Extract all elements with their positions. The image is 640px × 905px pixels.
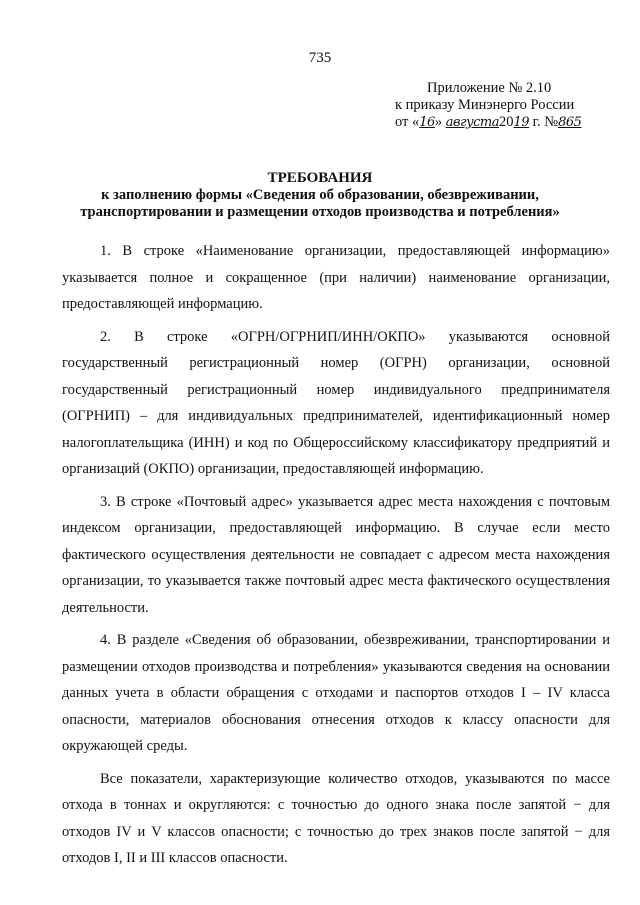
appendix-order-ref: к приказу Минэнерго России — [395, 97, 575, 113]
handwritten-order-number: 865 — [558, 115, 582, 130]
document-subtitle: к заполнению формы «Сведения об образовании, обезвреживании, транспортировании и размещении отходов производства и потребления» — [80, 187, 560, 220]
date-mid: » — [434, 114, 446, 130]
appendix-block — [395, 80, 595, 131]
page-number: 735 — [308, 50, 332, 66]
handwritten-year: 19 — [513, 115, 530, 130]
date-prefix: от « — [395, 114, 420, 130]
year-end: г. № — [529, 114, 559, 130]
paragraph-4: 4. В разделе «Сведения об образовании, обезвреживании, транспортировании и размещении отходов производства и потребления» указываются сведения на основании данных учета в области обращения с отходами и паспортов отходов I – IV класса опасности, материалов обоснования отнесения отходов к классу опасности для окружающей среды. — [62, 632, 610, 754]
paragraph-3: 3. В строке «Почтовый адрес» указывается адрес места нахождения с почтовым индексом организации, предоставляющей информацию. В случае если место фактического осуществления деятельности не совпадает с адресом места нахождения организации, то указывается также почтовый адрес места фактического осуществления деятельности. — [62, 493, 610, 616]
year-prefix: 20 — [499, 114, 514, 130]
paragraph-2: 2. В строке «ОГРН/ОГРНИП/ИНН/ОКПО» указываются основной государственный регистрационный номер (ОГРН) организации, основной государственный регистрационный номер индивидуального предпринимателя (ОГРНИП) – для индивидуальных предпринимателей, идентификационный номер налогоплательщика (ИНН) и код по Общероссийскому классификатору предприятий и организаций (ОКПО) организации, предоставляющей информацию. — [62, 328, 610, 477]
document-title: ТРЕБОВАНИЯ — [267, 170, 373, 186]
paragraph-1: 1. В строке «Наименование организации, предоставляющей информацию» указывается полное и сокращенное (при наличии) наименование организации, предоставляющей информацию. — [62, 243, 610, 312]
appendix-date-line — [395, 114, 595, 131]
appendix-title: Приложение № 2.10 — [427, 80, 552, 96]
handwritten-day: 16 — [419, 115, 435, 130]
paragraph-5: Все показатели, характеризующие количество отходов, указываются по массе отхода в тоннах и округляются: с точностью до одного знака после запятой − для отходов IV и V классов опасности; с точностью до трех знаков после запятой − для отходов I, II и III классов опасности. — [62, 770, 610, 866]
document-body — [62, 238, 610, 878]
handwritten-month: августа — [445, 115, 499, 130]
